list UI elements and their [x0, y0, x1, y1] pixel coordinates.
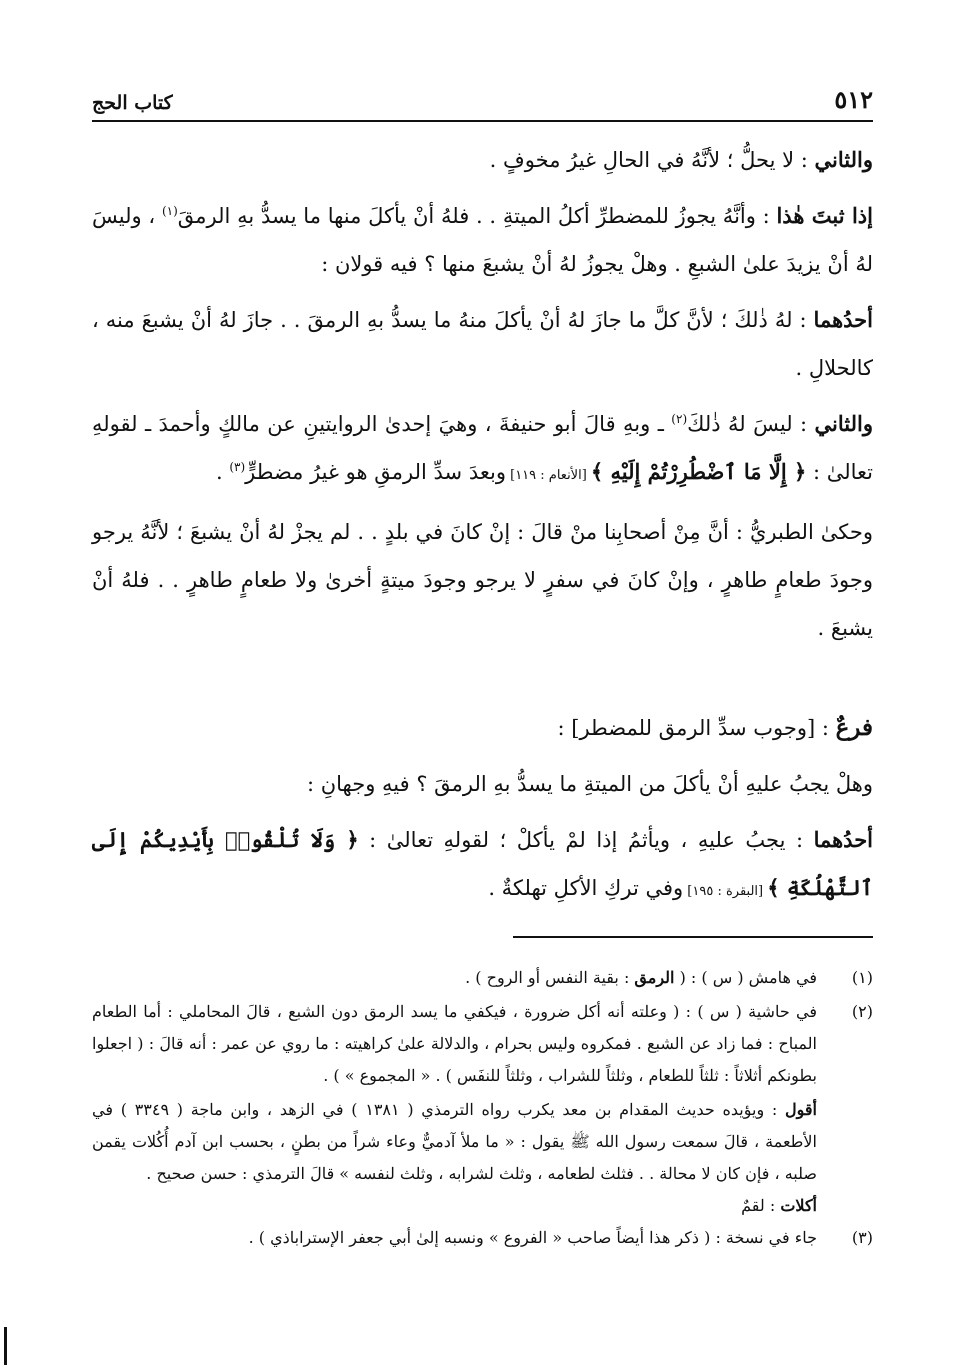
verse-citation: [البقرة : ١٩٥] [683, 884, 768, 899]
footnote-2-gloss [92, 1190, 873, 1222]
page-header [92, 78, 873, 122]
branch-label: فرعٌ [835, 714, 873, 741]
footnote-text: في حاشية ( س ) : ( وعلته أنه أكل ضرورة ، فيكفي ما يسد الرمق دون الشبع ، قالَ المحاملي : أما الطعام المباح : فما زاد عن الشبع . فمكروه وليس بحرام ، والدلالة علىٰ كراهيته : ما روي عن عمر : أنه قالَ : ( اجعلوا بطونكم أثلاثاً : ثلثاً للطعام ، وثلثاً للشراب ، وثلثاً للنفَس ) . « المجموع » ) . [92, 1002, 817, 1085]
paragraph-lead: أحدُهما [813, 307, 873, 332]
footnote-number: (١) [851, 968, 873, 987]
verse-citation: [الأنعام : ١١٩] [505, 468, 591, 483]
paragraph-text: . [215, 460, 230, 484]
paragraph-text: وفي تركِ الأكلِ تهلكةٌ . [488, 876, 684, 900]
gloss-term: أكلات [780, 1196, 817, 1215]
paragraph-text: وحكىٰ الطبريُّ : أنَّ مِنْ أصحابِنا منْ قالَ : إنْ كانَ في بلدٍ . . لم يجزْ لهُ أنْ يشبعَ ؛ لأنَّهُ يرجو وجودَ طعامٍ طاهرٍ ، وإنْ كانَ في سفرٍ لا يرجو وجودَ ميتةٍ أخرىٰ ولا طعامٍ طاهرٍ . . فلهُ أنْ يشبعَ . [92, 520, 873, 640]
gloss-text: : لقمٌ [741, 1196, 781, 1215]
paragraph-1 [92, 136, 873, 184]
paragraph-text: ـ وبهِ قالَ أبو حنيفةَ ، وهيَ إحدىٰ الروايتينِ عن مالكٍ وأحمدَ ـ لقولهِ تعالىٰ : [92, 412, 873, 484]
quran-verse: ﴿ إِلَّا مَا ٱضْطُرِرْتُمْ إِلَيْهِ ﴾ [590, 459, 807, 484]
paragraph-6 [92, 760, 873, 808]
footnote-segment: : بقية النفس أو الروح ) . [465, 968, 635, 987]
footnote-ref-3[interactable]: (٣) [229, 460, 246, 474]
margin-mark [4, 1327, 7, 1365]
branch-title: : [وجوب سدِّ الرمق للمضطر] : [557, 716, 836, 740]
branch-heading [92, 704, 873, 752]
paragraph-3 [92, 296, 873, 392]
footnote-3 [92, 1222, 873, 1254]
footnote-ref-2[interactable]: (٢) [671, 412, 688, 426]
footnote-segment: في هامش ( س ) : ( [674, 968, 817, 987]
paragraph-lead: والثاني [814, 147, 873, 172]
book-title: كتاب الحج [92, 92, 173, 114]
paragraph-lead: أحدُهما [813, 827, 874, 852]
paragraph-text: : لهُ ذٰلكَ ؛ لأنَّ كلَّ ما جازَ لهُ أنْ يأكلَ منهُ ما يسدُّ بهِ الرمقَ . . جازَ لهُ أنْ يشبعَ منه ، كالحلالِ . [92, 308, 873, 380]
paragraph-text: : ليسَ لهُ ذٰلكَ [687, 412, 815, 436]
footnote-2-commentary [92, 1094, 873, 1190]
paragraph-lead: إذا ثبتَ هٰذا [776, 203, 873, 228]
footnote-2 [92, 996, 873, 1092]
footnotes [92, 962, 873, 1254]
paragraph-7 [92, 816, 873, 916]
footnote-ref-1[interactable]: (١) [161, 204, 178, 218]
paragraph-5 [92, 508, 873, 652]
paragraph-text: : لا يحلُّ ؛ لأنَّهُ في الحالِ غيرُ مخوفٍ . [489, 148, 815, 172]
spacer [92, 660, 873, 704]
quran-verse: ﴿ وَلَا تُلْقُوا۟ بِأَيْدِيكُمْ إِلَى ٱلتَّهْلُكَةِ ﴾ [92, 827, 873, 900]
main-text [92, 136, 873, 916]
page-number: ٥١٢ [834, 85, 873, 114]
paragraph-text: وبعدَ سدِّ الرمقِ هو غيرُ مضطرٍّ [245, 460, 506, 484]
paragraph-text: : يجبُ عليهِ ، ويأثمُ إذا لمْ يأكلْ ؛ لقولهِ تعالىٰ : [358, 828, 814, 852]
commentary-text: : ويؤيده حديث المقدام بن معد يكرب رواه الترمذي ( ١٣٨١ ) في الزهد ، وابن ماجة ( ٣٣٤٩ ) في الأطعمة ، قالَ سمعت رسول الله ﷺ يقول : « ما ملأ آدميٌّ وعاء شراً من بطنٍ ، بحسب ابن آدم أُكُلات يقمن صلبه ، فإن كان لا محالة . . فثلث لطعامه ، وثلث لشرابه ، وثلث لنفسه » قالَ الترمذي : حسن صحيح . [92, 1100, 817, 1183]
footnote-divider [513, 936, 873, 938]
footnote-term: الرمق [634, 968, 675, 987]
paragraph-text: وهلْ يجبُ عليهِ أنْ يأكلَ من الميتةِ ما يسدُّ بهِ الرمقَ ؟ فيهِ وجهانِ : [306, 772, 873, 796]
footnote-text: جاء في نسخة : ( ذكر هذا أيضاً صاحب « الفروع » ونسبه إلىٰ أبي جعفر الإستراباذي ) . [248, 1228, 817, 1247]
footnote-text [92, 962, 817, 994]
paragraph-text: ، وليسَ لهُ أنْ يزيدَ علىٰ الشبعِ . وهلْ يجوزُ لهُ أنْ يشبعَ منها ؟ فيه قولان : [92, 204, 873, 276]
footnote-number: (٣) [851, 1228, 873, 1247]
footnote-1 [92, 962, 873, 994]
paragraph-lead: والثاني [814, 411, 873, 436]
paragraph-2 [92, 192, 873, 288]
commentary-label: أقول [785, 1100, 817, 1119]
paragraph-4 [92, 400, 873, 500]
paragraph-text: : وأنَّهُ يجوزُ للمضطرِّ أكلُ الميتةِ . . فلهُ أنْ يأكلَ منها ما يسدُّ بهِ الرمقَ [177, 204, 777, 228]
footnote-number: (٢) [851, 1002, 873, 1021]
